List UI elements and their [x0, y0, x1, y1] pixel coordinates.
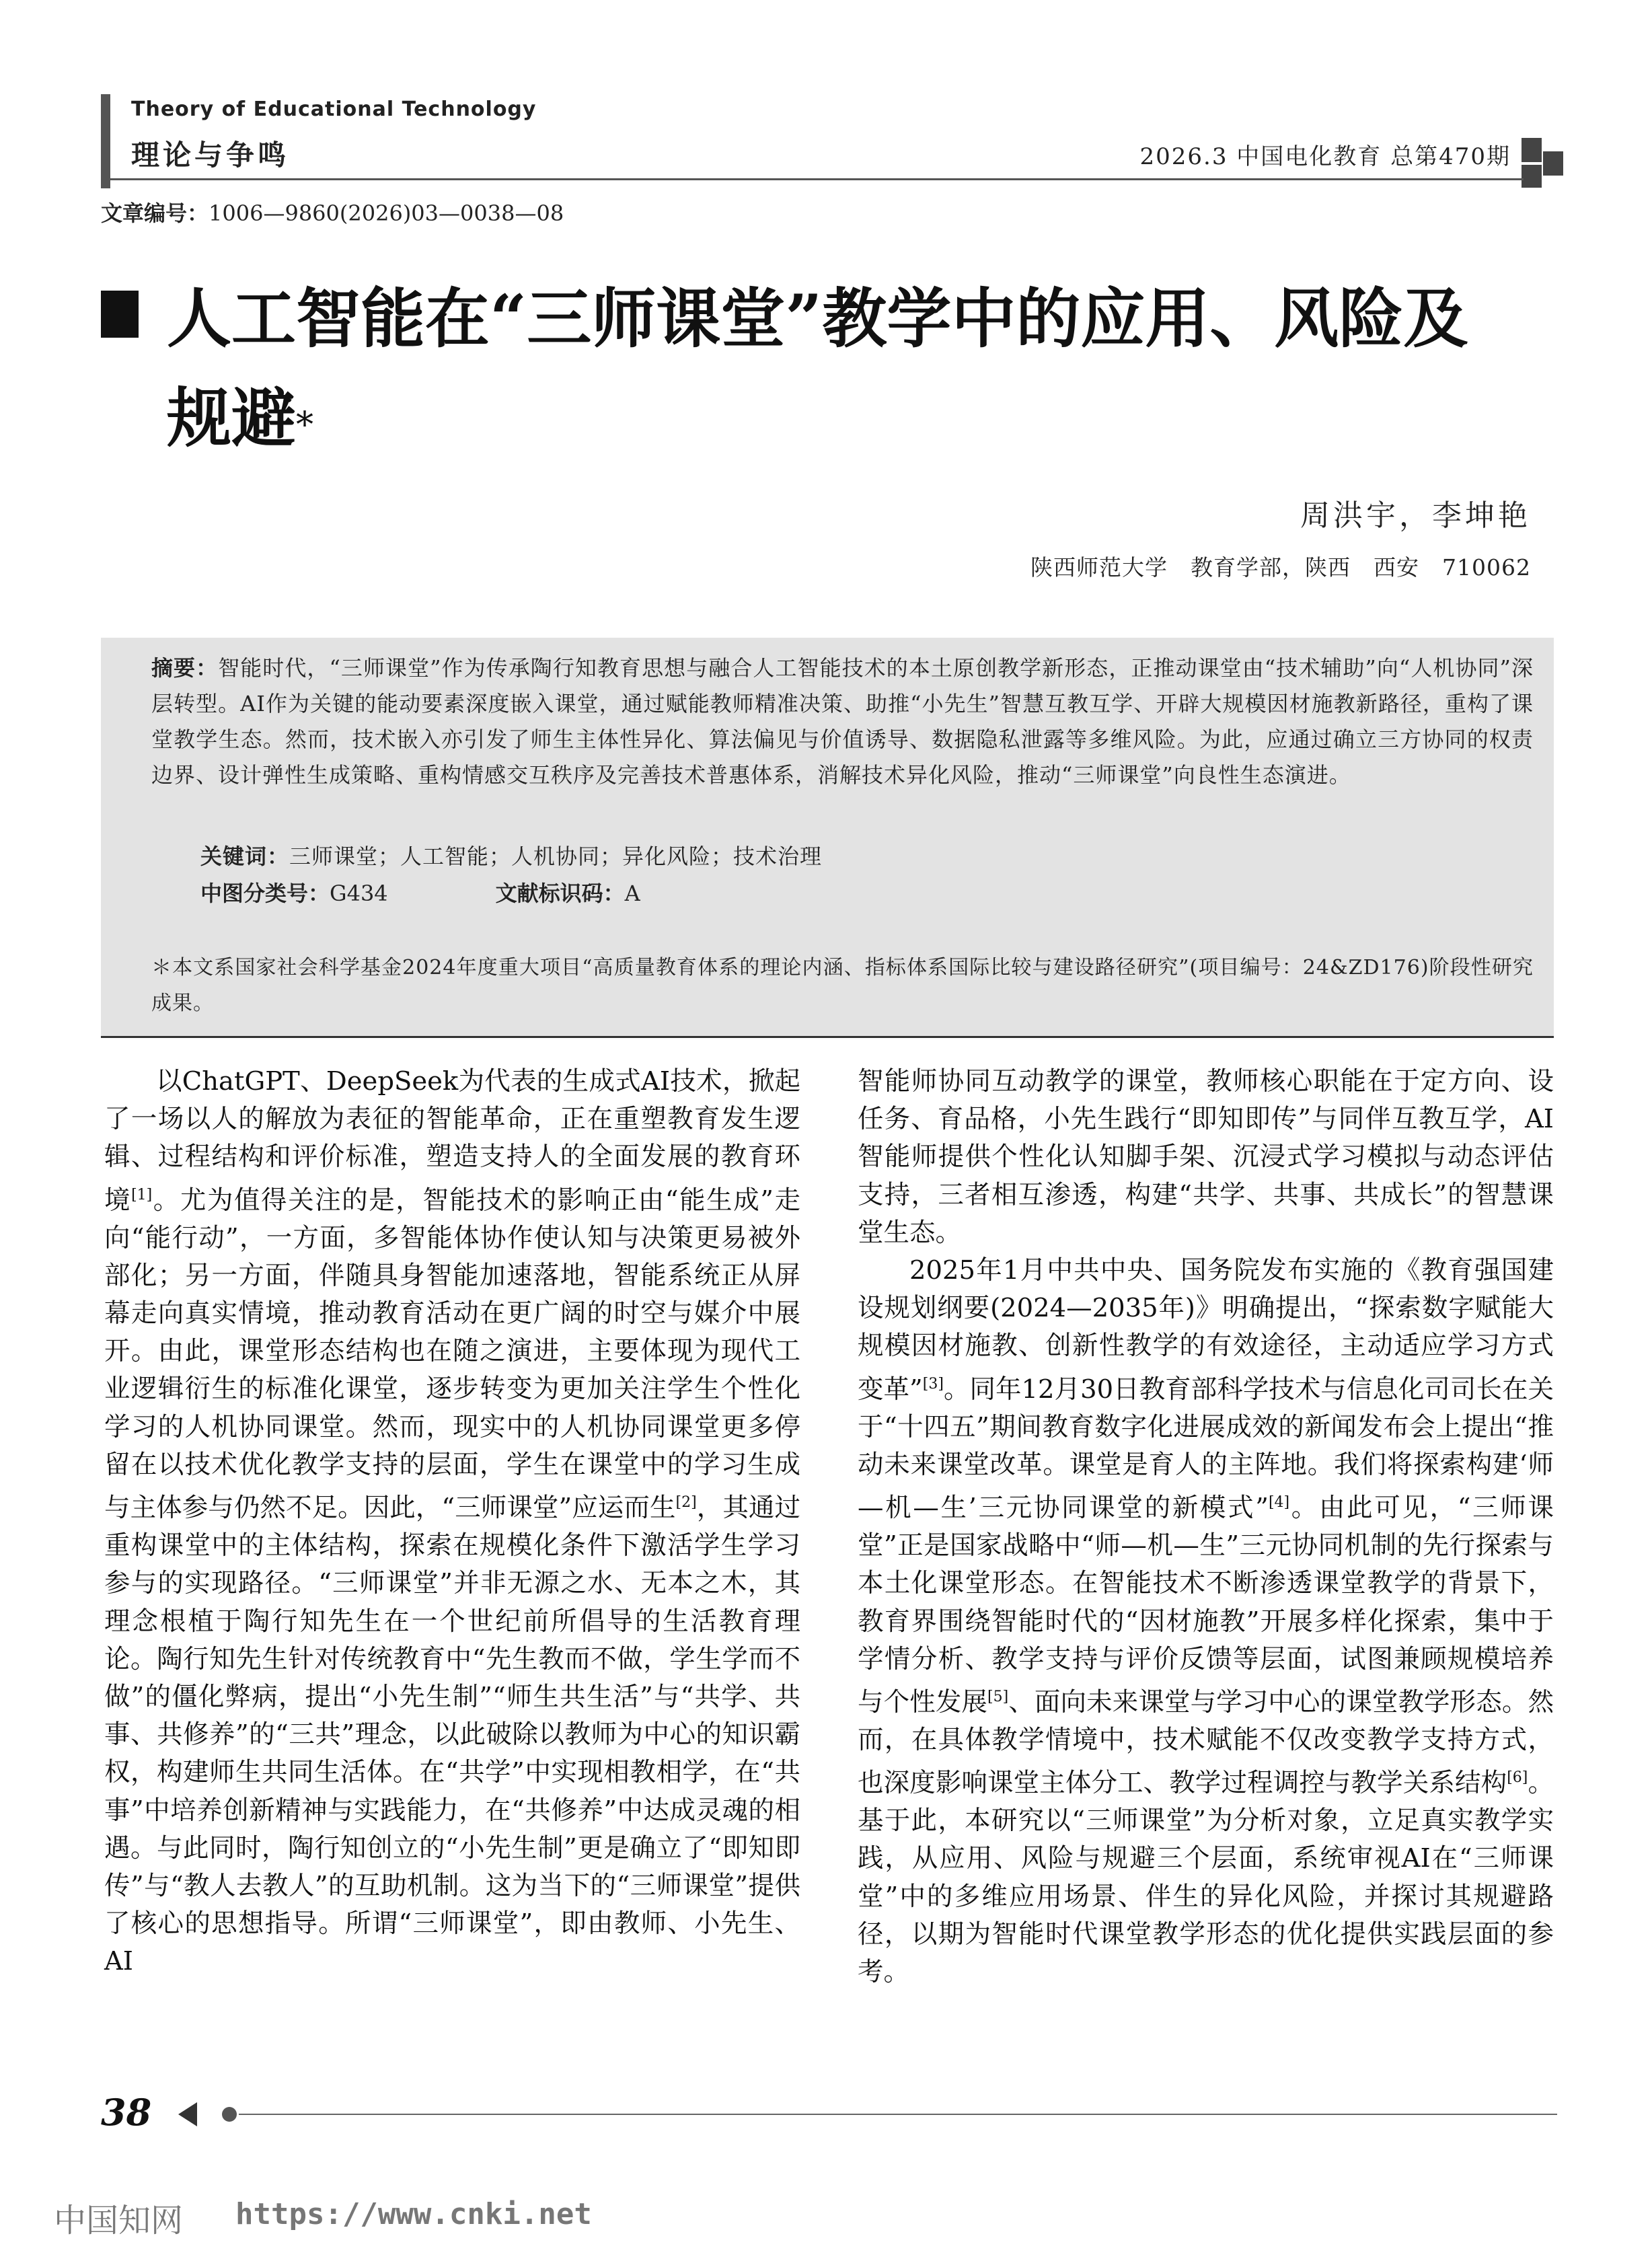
abstract-text: 智能时代，“三师课堂”作为传承陶行知教育思想与融合人工智能技术的本土原创教学新形态，正推动课堂由“技术辅助”向“人机协同”深层转型。AI作为关键的能动要素深度嵌入课堂，通过赋能教师精准决策、助推“小先生”智慧互教互学、开辟大规模因材施教新路径，重构了课堂教学生态。然而，技术嵌入亦引发了师生主体性异化、算法偏见与价值诱导、数据隐私泄露等多维风险。为此，应通过确立三方协同的权责边界、设计弹性生成策略、重构情感交互秩序及完善技术普惠体系，消解技术异化风险，推动“三师课堂”向良性生态演进。 — [151, 655, 1534, 788]
body-text: 、面向未来课堂与学习中心的课堂教学形态。然而，在具体教学情境中，技术赋能不仅改变教学支持方式，也深度影响课堂主体分工、教学过程调控与教学关系结构 — [858, 1686, 1554, 1798]
abstract-label: 摘要： — [151, 655, 219, 681]
abstract-bottom-rule — [101, 1036, 1554, 1038]
keywords — [200, 840, 822, 870]
issue-info: 2026.3 中国电化教育 总第470期 — [1139, 143, 1511, 170]
body-text: 。尤为值得关注的是，智能技术的影响正由“能生成”走向“能行动”，一方面，多智能体协作使认知与决策更易被外部化；另一方面，伴随具身智能加速落地，智能系统正从屏幕走向真实情境，推动教育活动在更广阔的时空与媒介中展开。由此，课堂形态结构也在随之演进，主要体现为现代工业逻辑衍生的标准化课堂，逐步转变为更加关注学生个性化学习的人机协同课堂。然而，现实中的人机协同课堂更多停留在以技术优化教学支持的层面，学生在课堂中的学习生成与主体参与仍然不足。因此，“三师课堂”应运而生 — [104, 1185, 800, 1523]
title-line-2-text: 规避 — [167, 380, 296, 456]
body-paragraph — [858, 1252, 1554, 1991]
keywords-label: 关键词： — [200, 844, 290, 869]
title-line-1: 人工智能在“三师课堂”教学中的应用、风险及 — [167, 281, 1468, 357]
title-footnote-mark: * — [296, 405, 313, 445]
title-square-mark — [101, 291, 139, 338]
body-text: 。同年12月30日教育部科学技术与信息化司司长在关于“十四五”期间教育数字化进展成效的新闻发布会上提出“推动未来课堂改革。课堂是育人的主阵地。我们将探索构建‘师—机—生’三元协同课堂的新模式” — [858, 1374, 1554, 1523]
body-text: 。基于此，本研究以“三师课堂”为分析对象，立足真实教学实践，从应用、风险与规避三个层面，系统审视AI在“三师课堂”中的多维应用场景、伴生的异化风险，并探讨其规避路径，以期为智能时代课堂教学形态的优化提供实践层面的参考。 — [858, 1767, 1554, 1987]
body-paragraph — [104, 1063, 800, 1981]
affiliation: 陕西师范大学 教育学部，陕西 西安 710062 — [1030, 554, 1531, 581]
classification-codes — [200, 877, 640, 907]
body-text: 以ChatGPT、DeepSeek为代表的生成式AI技术，掀起了一场以人的解放为表征的智能革命，正在重塑教育发生逻辑、过程结构和评价标准，塑造支持人的全面发展的教育环境 — [104, 1066, 800, 1216]
fund-note: ＊本文系国家社会科学基金2024年度重大项目“高质量教育体系的理论内涵、指标体系国际比较与建设路径研究”(项目编号：24&ZD176)阶段性研究成果。 — [151, 956, 1534, 1015]
page-number: 38 — [101, 2091, 152, 2134]
citation-ref: [2] — [675, 1494, 697, 1512]
body-paragraph: 智能师协同互动教学的课堂，教师核心职能在于定方向、设任务、育品格，小先生践行“即知即传”与同伴互教互学，AI智能师提供个性化认知脚手架、沉浸式学习模拟与动态评估支持，三者相互渗透，构建“共学、共事、共成长”的智慧课堂生态。 — [858, 1066, 1554, 1248]
clc-value: G434 — [330, 881, 388, 906]
article-title — [167, 269, 1566, 468]
watermark-site-name: 中国知网 — [54, 2202, 184, 2239]
footer-dot-ornament — [222, 2107, 237, 2122]
body-text: 2025年1月中共中央、国务院发布实施的《教育强国建设规划纲要(2024—2035年)》明确提出，“探索数字赋能大规模因材施教、创新性教学的有效途径，主动适应学习方式变革” — [858, 1255, 1554, 1405]
clc-label: 中图分类号： — [200, 881, 330, 906]
body-text: 。由此可见，“三师课堂”正是国家战略中“师—机—生”三元协同机制的先行探索与本土化课堂形态。在智能技术不断渗透课堂教学的背景下，教育界围绕智能时代的“因材施教”开展多样化探索，集中于学情分析、教学支持与评价反馈等层面，试图兼顾规模培养与个性发展 — [858, 1492, 1554, 1717]
header-block-ornament — [1522, 138, 1565, 188]
journal-english-name: Theory of Educational Technology — [131, 98, 537, 121]
citation-ref: [6] — [1507, 1769, 1528, 1787]
doc-code-value: A — [624, 881, 640, 906]
body-left-column — [104, 1063, 800, 1981]
doc-code-label: 文献标识码： — [495, 881, 625, 906]
footer-rule — [239, 2114, 1557, 2115]
body-text: ，其通过重构课堂中的主体结构，探索在规模化条件下激活学生学习参与的实现路径。“三师课堂”并非无源之水、无本之木，其理念根植于陶行知先生在一个世纪前所倡导的生活教育理论。陶行知先生针对传统教育中“先生教而不做，学生学而不做”的僵化弊病，提出“小先生制”“师生共生活”与“共学、共事、共修养”的“三共”理念，以此破除以教师为中心的知识霸权，构建师生共同生活体。在“共学”中实现相教相学，在“共事”中培养创新精神与实践能力，在“共修养”中达成灵魂的相遇。与此同时，陶行知创立的“小先生制”更是确立了“即知即传”与“教人去教人”的互助机制。这为当下的“三师课堂”提供了核心的思想指导。所谓“三师课堂”，即由教师、小先生、AI — [104, 1492, 800, 1977]
section-name: 理论与争鸣 — [131, 139, 290, 172]
header-rule — [101, 178, 1524, 180]
watermark-url[interactable]: https://www.cnki.net — [235, 2197, 592, 2231]
abstract — [151, 651, 1534, 793]
citation-ref: [4] — [1268, 1494, 1290, 1512]
body-right-column — [858, 1063, 1554, 1991]
title-line-2 — [167, 369, 1566, 468]
article-number-label: 文章编号： — [101, 200, 209, 226]
authors: 周洪宇，李坤艳 — [1300, 498, 1531, 533]
header-accent-bar — [101, 94, 110, 188]
citation-ref: [3] — [922, 1375, 944, 1393]
footer-triangle-ornament — [178, 2102, 197, 2126]
keywords-text: 三师课堂；人工智能；人机协同；异化风险；技术治理 — [289, 844, 823, 869]
article-number — [101, 196, 564, 227]
citation-ref: [1] — [131, 1186, 153, 1203]
citation-ref: [5] — [987, 1688, 1009, 1705]
article-number-value: 1006—9860(2026)03—0038—08 — [209, 200, 564, 226]
